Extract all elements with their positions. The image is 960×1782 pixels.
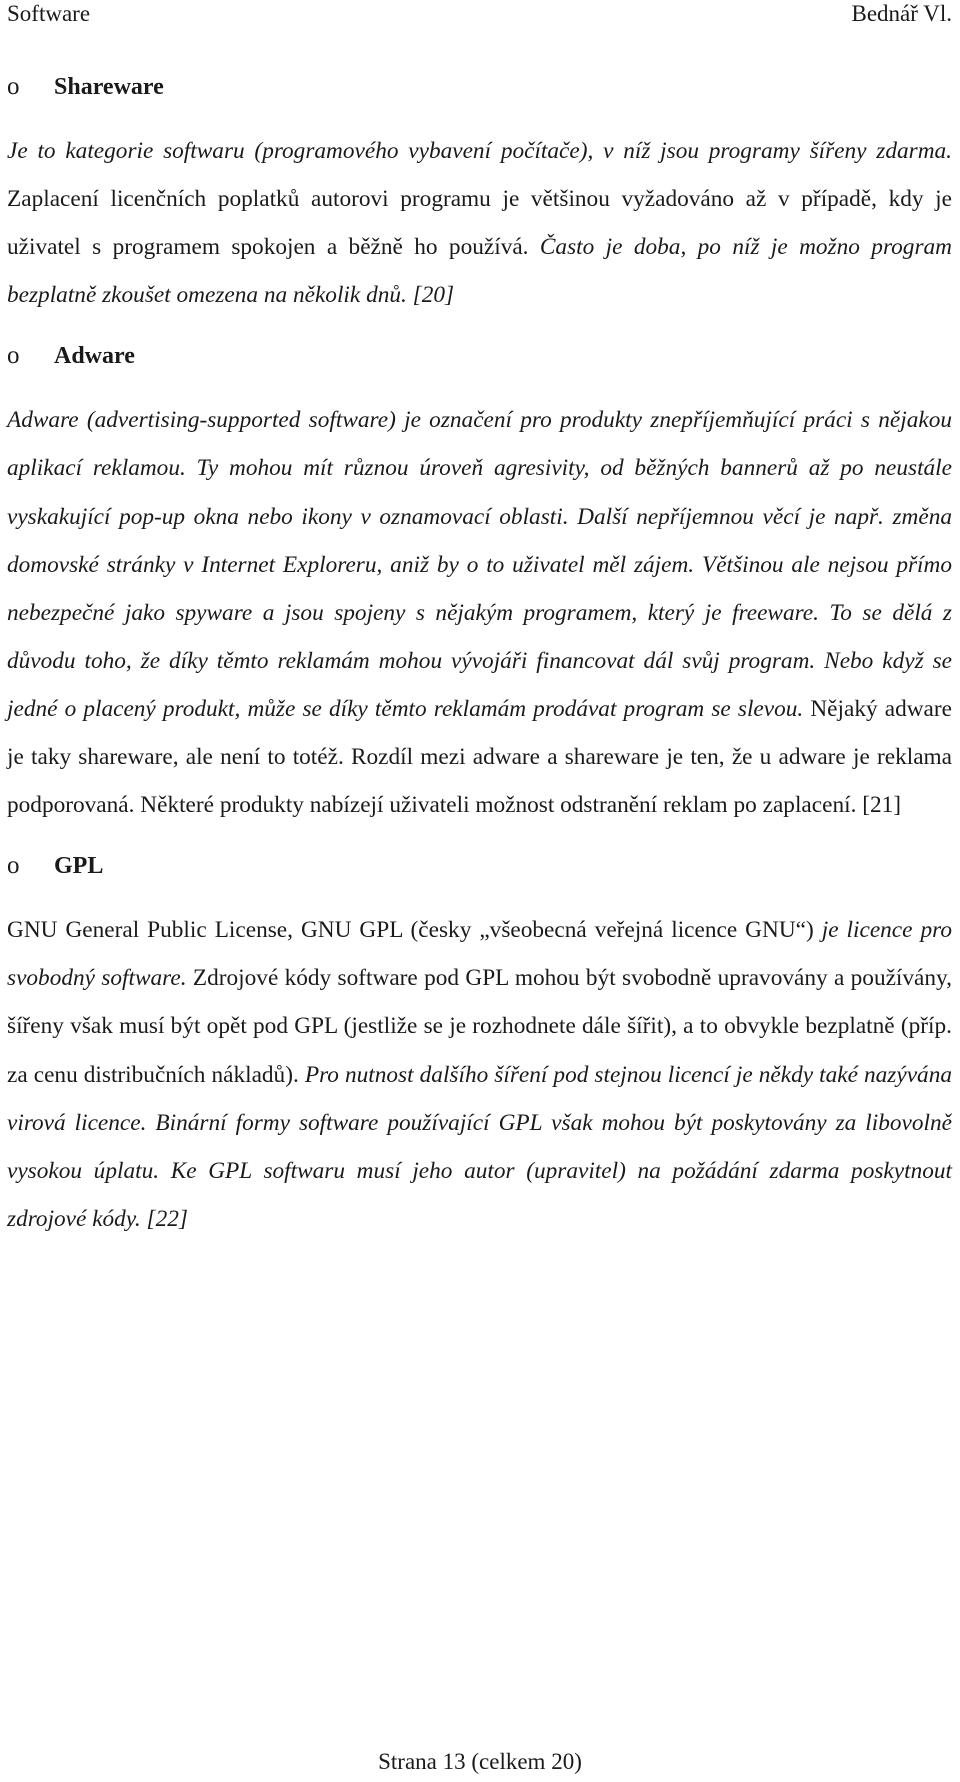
text-run: Adware (advertising-supported software) je označení pro produkty znepříjemňující práci s nějakou aplikací reklamou. Ty mohou mít různou úroveň agresivity, od běžných bannerů až po neustále vyskakující pop-up okna nebo ikony v oznamovací oblasti. Další nepříjemnou věcí je např. změna domovské stránky v Internet Exploreru, aniž by o to uživatel měl zájem. Většinou ale nejsou přímo nebezpečné jako spyware a jsou spojeny s nějakým programem, který je freeware. To se dělá z důvodu toho, že díky těmto reklamám mohou vývojáři financovat dál svůj program. Nebo když se jedné o placený produkt, může se díky těmto reklamám prodávat program se slevou. bbox=[7, 407, 952, 722]
section-title: Adware bbox=[54, 343, 135, 370]
text-run: GNU General Public License, GNU GPL (česky „všeobecná veřejná licence GNU“) bbox=[7, 917, 822, 944]
section-heading-gpl bbox=[7, 843, 952, 889]
section-title: GPL bbox=[54, 853, 104, 880]
bullet: o bbox=[7, 342, 20, 370]
text-run: Často je doba, po níž je možno program bezplatně zkoušet omezena na několik dnů. [20] bbox=[7, 234, 952, 309]
header-right: Bednář Vl. bbox=[851, 1, 952, 26]
page-header bbox=[7, 0, 952, 28]
bullet: o bbox=[7, 852, 20, 880]
section-title: Shareware bbox=[54, 74, 164, 100]
text-run: Zdrojové kódy software pod GPL mohou být svobodně upravovány a používány, šířeny však musí být opět pod GPL (jestliže se je rozhodnete dále šířit), a to obvykle bezplatně (příp. za cenu distribučních nákladů). bbox=[7, 965, 953, 1088]
section-heading-shareware bbox=[7, 64, 952, 110]
section-paragraph-shareware bbox=[7, 127, 952, 319]
text-run: Pro nutnost dalšího šíření pod stejnou licencí je někdy také nazývána virová licence. Binární formy software používající GPL však mohou být poskytovány za libovolně vysokou úplatu. Ke GPL softwaru musí jeho autor (upravitel) na požádání zdarma poskytnout zdrojové kódy. [22] bbox=[7, 1061, 952, 1232]
text-run: Je to kategorie softwaru (programového vybavení počítače), v níž jsou programy šířeny zdarma. bbox=[7, 138, 952, 164]
text-run: je licence pro svobodný software. bbox=[7, 917, 952, 992]
text-run: Nějaký adware je taky shareware, ale není to totéž. Rozdíl mezi adware a shareware je ten, že u adware je reklama podporovaná. Některé produkty nabízejí uživateli možnost odstranění reklam po zaplacení. [21] bbox=[7, 695, 952, 819]
section-heading-adware bbox=[7, 333, 952, 379]
page-footer: Strana 13 (celkem 20) bbox=[378, 1749, 582, 1774]
page-content bbox=[7, 74, 952, 1243]
section-paragraph-gpl bbox=[7, 906, 952, 1243]
header-left: Software bbox=[7, 1, 91, 26]
text-run: Zaplacení licenčních poplatků autorovi programu je většinou vyžadováno až v případě, kdy je uživatel s programem spokojen a běžně ho používá. bbox=[7, 186, 952, 261]
bullet: o bbox=[7, 73, 20, 100]
section-paragraph-adware bbox=[7, 396, 952, 829]
